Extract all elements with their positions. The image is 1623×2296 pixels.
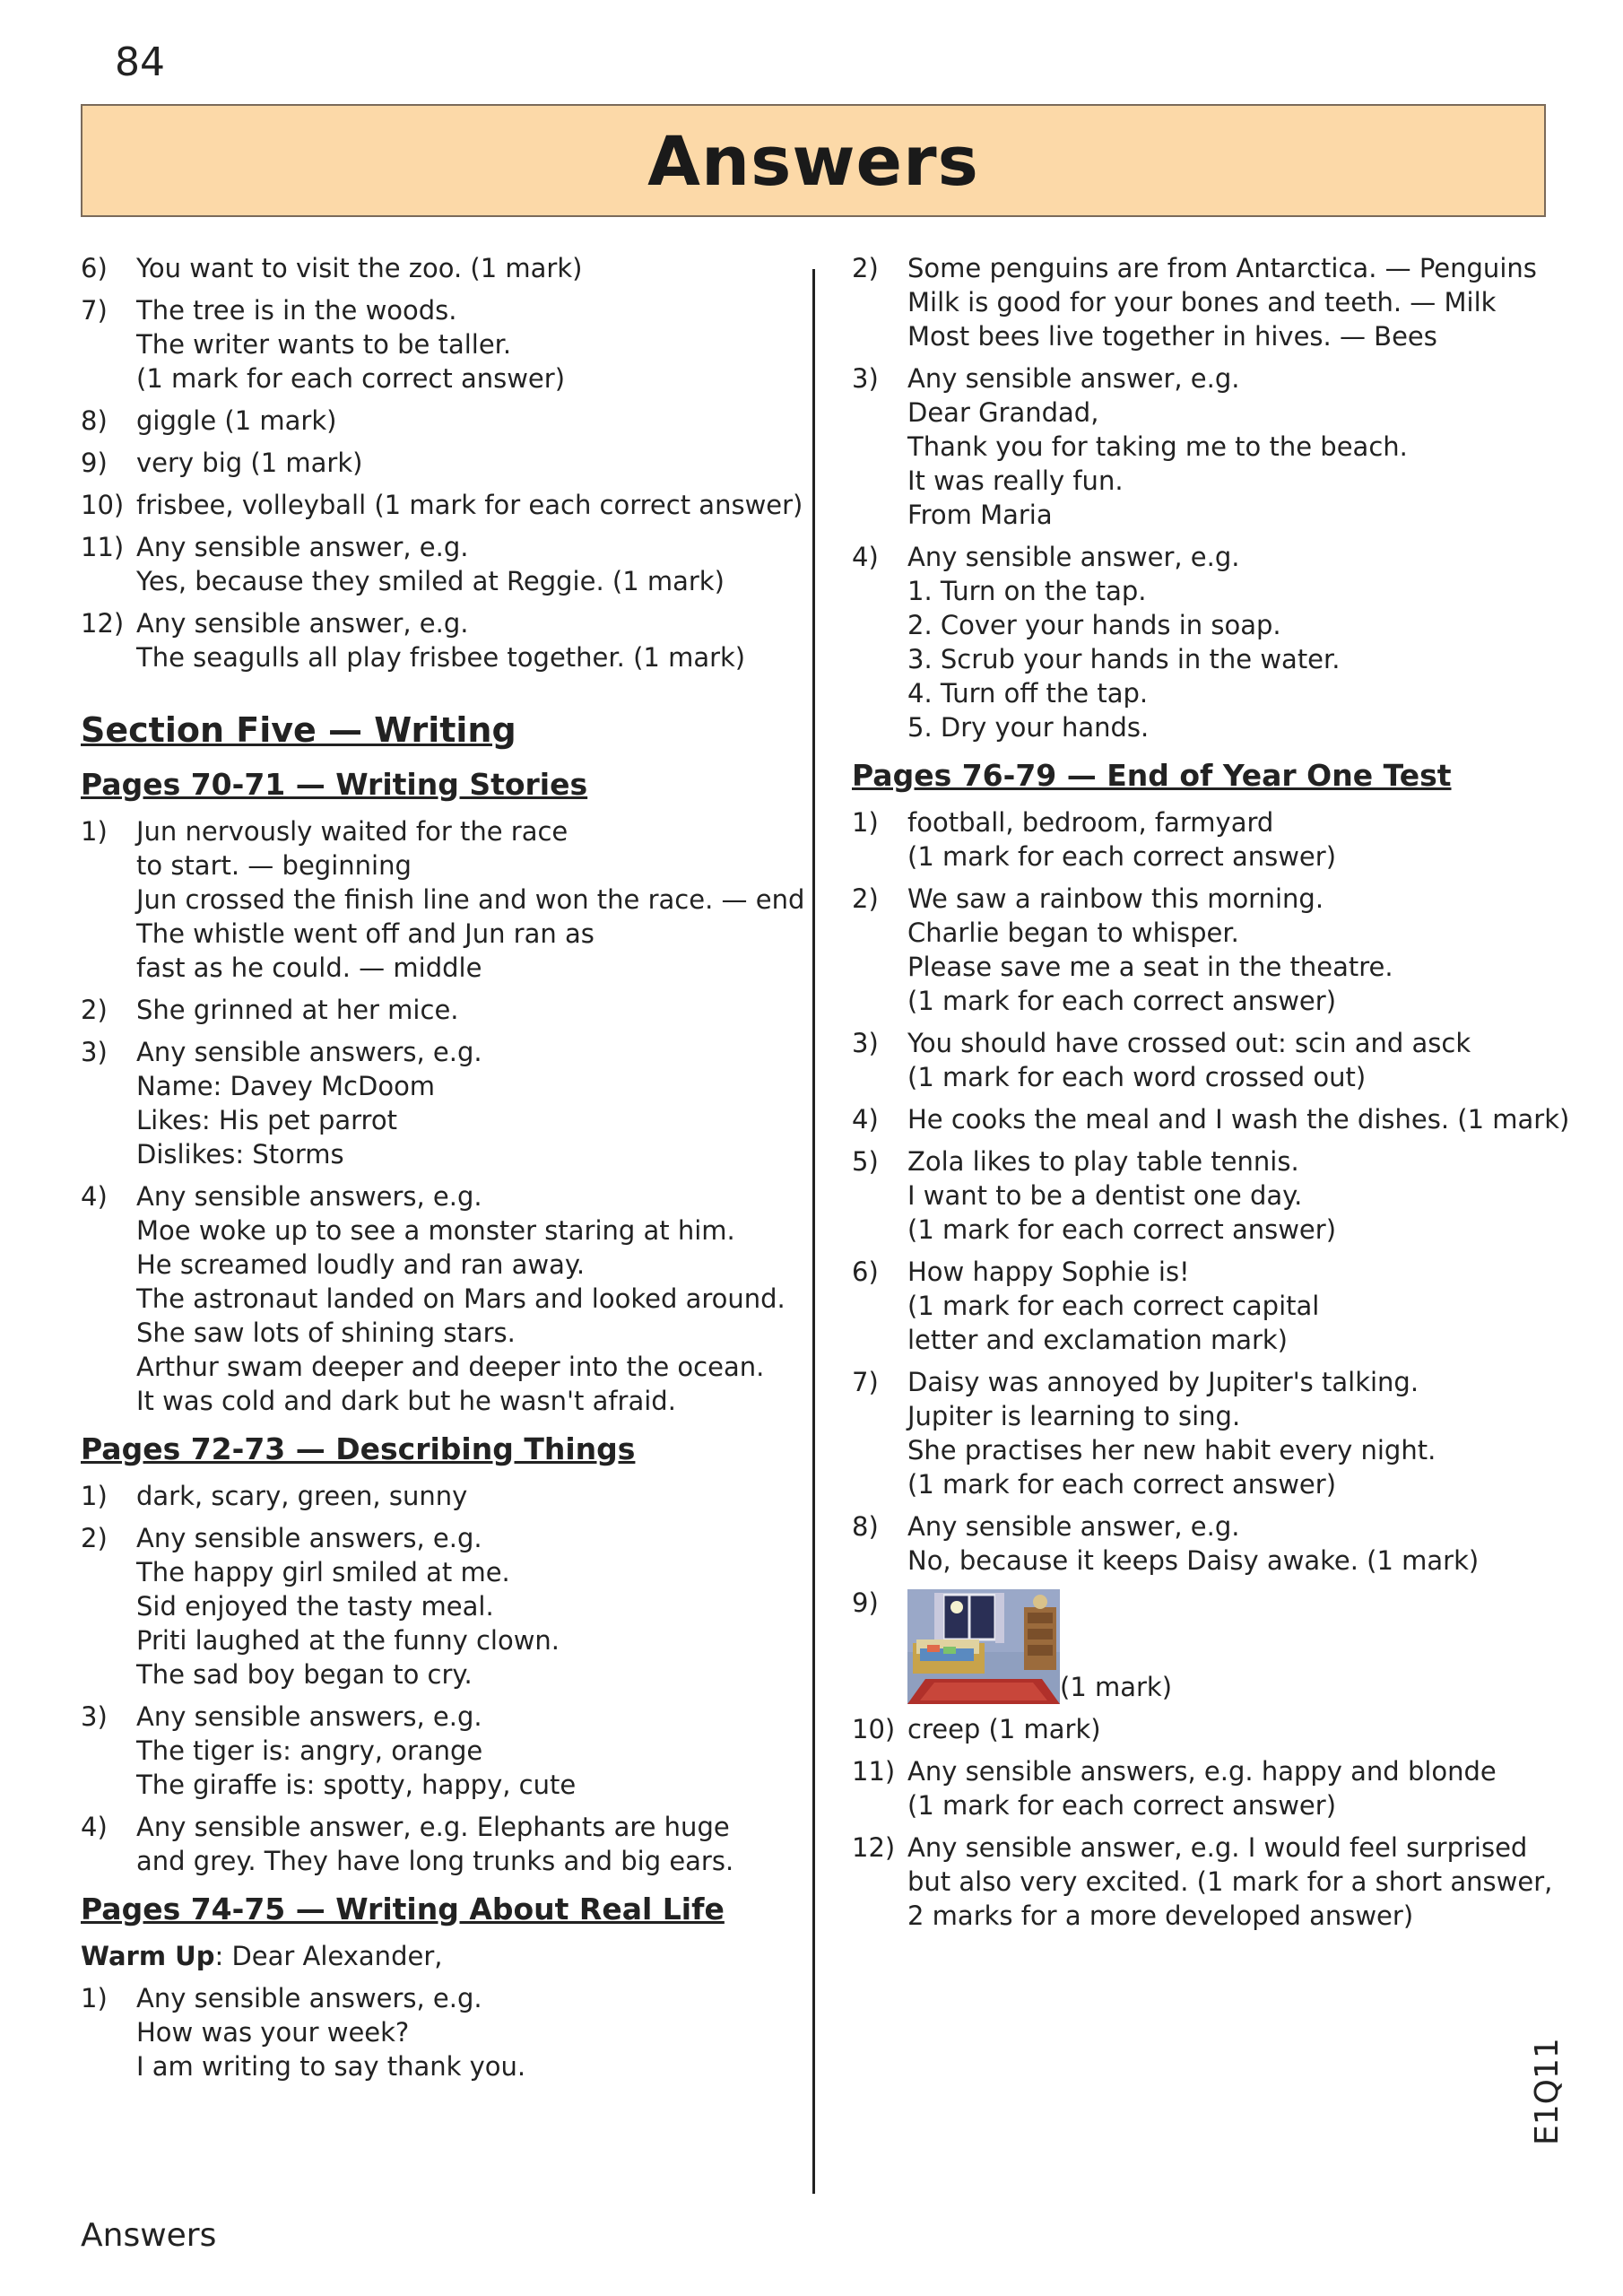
answer-line: creep (1 mark) xyxy=(907,1714,1101,1744)
answer-item xyxy=(852,1509,1542,1578)
pages-heading: Pages 76-79 — End of Year One Test xyxy=(852,758,1452,793)
answer-line: Jun nervously waited for the race xyxy=(136,816,568,847)
answer-line: Any sensible answers, e.g. xyxy=(136,1701,482,1732)
answer-line: giggle (1 mark) xyxy=(136,405,337,436)
answer-line: You should have crossed out: scin and asck xyxy=(907,1028,1471,1058)
answer-number: 8) xyxy=(81,405,108,436)
answer-number: 6) xyxy=(852,1257,879,1287)
answer-item xyxy=(81,1179,798,1418)
answer-line: Moe woke up to see a monster staring at him. xyxy=(136,1215,735,1246)
answer-line: 5. Dry your hands. xyxy=(907,712,1150,743)
answer-number: 1) xyxy=(81,816,108,847)
answer-line: Any sensible answers, e.g. xyxy=(136,1983,482,2013)
answer-line: 4. Turn off the tap. xyxy=(907,678,1149,709)
answer-line: The sad boy began to cry. xyxy=(136,1659,473,1690)
answer-line: Jun crossed the finish line and won the race. — end xyxy=(136,884,805,915)
answer-line: Sid enjoyed the tasty meal. xyxy=(136,1591,494,1622)
answer-number: 11) xyxy=(81,532,125,562)
answer-item xyxy=(852,805,1542,874)
page-number: 84 xyxy=(115,39,165,85)
answer-item xyxy=(852,1365,1542,1501)
answer-list xyxy=(81,1479,798,1878)
answer-number: 3) xyxy=(852,363,879,394)
answer-number: 10) xyxy=(81,490,125,520)
answer-line: football, bedroom, farmyard xyxy=(907,807,1274,838)
warm-up-text: : Dear Alexander, xyxy=(214,1941,443,1971)
answer-item xyxy=(852,1831,1553,1933)
answer-item xyxy=(81,1479,798,1513)
answer-item xyxy=(81,993,798,1027)
answer-item xyxy=(81,1035,798,1171)
answer-list xyxy=(81,1981,798,2083)
answer-number: 3) xyxy=(81,1701,108,1732)
answer-line: (1 mark for each correct answer) xyxy=(136,363,566,394)
answer-line: How happy Sophie is! xyxy=(907,1257,1190,1287)
answer-line: letter and exclamation mark) xyxy=(907,1325,1288,1355)
answer-line: very big (1 mark) xyxy=(136,448,363,478)
answer-number: 7) xyxy=(852,1367,879,1397)
section-title: Section Five — Writing xyxy=(81,710,516,750)
answer-line: 3. Scrub your hands in the water. xyxy=(907,644,1341,674)
answer-line: Some penguins are from Antarctica. — Penguins xyxy=(907,253,1537,283)
answer-line: The whistle went off and Jun ran as xyxy=(136,918,595,949)
answer-number: 2) xyxy=(852,253,879,283)
answer-line: (1 mark for each correct capital xyxy=(907,1291,1320,1321)
answer-number: 5) xyxy=(852,1146,879,1177)
answer-line: Any sensible answer, e.g. I would feel surprised xyxy=(907,1832,1528,1863)
answer-list xyxy=(852,251,1542,744)
answer-item xyxy=(852,1255,1542,1357)
answer-item xyxy=(852,1712,1542,1746)
answer-item xyxy=(81,1700,798,1802)
answer-item xyxy=(81,488,803,522)
answer-line: Any sensible answer, e.g. xyxy=(136,608,469,639)
answer-item xyxy=(81,1521,798,1692)
answer-line: The astronaut landed on Mars and looked around. xyxy=(136,1283,785,1314)
answer-item xyxy=(81,1981,798,2083)
answer-number: 7) xyxy=(81,295,108,326)
answer-line: Any sensible answers, e.g. happy and blonde xyxy=(907,1756,1497,1787)
answer-line: (1 mark for each correct answer) xyxy=(907,1790,1337,1821)
answer-number: 1) xyxy=(852,807,879,838)
answer-item xyxy=(852,1754,1542,1822)
answer-line: You want to visit the zoo. (1 mark) xyxy=(136,253,583,283)
answer-line: but also very excited. (1 mark for a short answer, xyxy=(907,1866,1553,1897)
answer-line: Thank you for taking me to the beach. xyxy=(907,431,1408,462)
answer-line: (1 mark for each word crossed out) xyxy=(907,1062,1367,1092)
answer-mark: (1 mark) xyxy=(1060,1672,1173,1702)
answer-item xyxy=(852,540,1542,744)
answer-list xyxy=(852,805,1570,1578)
answer-line: Any sensible answer, e.g. xyxy=(907,542,1240,572)
answer-list xyxy=(81,251,803,674)
answer-number: 3) xyxy=(81,1037,108,1067)
answer-list xyxy=(81,814,805,1418)
answer-number: 2) xyxy=(81,1523,108,1553)
answer-number: 1) xyxy=(81,1983,108,2013)
answer-line: Name: Davey McDoom xyxy=(136,1071,436,1101)
answer-line: and grey. They have long trunks and big ears. xyxy=(136,1846,734,1876)
answer-number: 9) xyxy=(852,1587,879,1618)
pages-heading: Pages 74-75 — Writing About Real Life xyxy=(81,1892,725,1926)
answer-line: I want to be a dentist one day. xyxy=(907,1180,1303,1211)
answer-number: 9) xyxy=(81,448,108,478)
answer-line: He cooks the meal and I wash the dishes. (1 mark) xyxy=(907,1104,1570,1135)
answer-line: Any sensible answer, e.g. xyxy=(907,363,1240,394)
answer-number: 6) xyxy=(81,253,108,283)
answer-number: 8) xyxy=(852,1511,879,1542)
answer-item xyxy=(852,361,1542,532)
left-column xyxy=(81,251,805,2092)
answer-line: Zola likes to play table tennis. xyxy=(907,1146,1299,1177)
answer-line: It was really fun. xyxy=(907,465,1124,496)
answer-item xyxy=(81,446,798,480)
answer-number: 4) xyxy=(81,1181,108,1212)
answer-line: Yes, because they smiled at Reggie. (1 mark) xyxy=(136,566,725,596)
answer-item xyxy=(852,1026,1542,1094)
answer-line: Any sensible answer, e.g. xyxy=(136,532,469,562)
answer-item xyxy=(81,530,798,598)
answer-line: How was your week? xyxy=(136,2017,410,2048)
answer-item xyxy=(81,293,798,396)
answer-line: The giraffe is: spotty, happy, cute xyxy=(136,1770,577,1800)
answer-item xyxy=(852,251,1542,353)
answer-item xyxy=(81,606,798,674)
answer-number: 12) xyxy=(81,608,125,639)
answer-line: Jupiter is learning to sing. xyxy=(907,1401,1241,1431)
answer-line: Dear Grandad, xyxy=(907,397,1099,428)
answer-line: to start. — beginning xyxy=(136,850,412,881)
warm-up-label: Warm Up xyxy=(81,1941,215,1971)
answer-line: dark, scary, green, sunny xyxy=(136,1481,468,1511)
answer-line: It was cold and dark but he wasn't afraid. xyxy=(136,1386,676,1416)
answer-number: 4) xyxy=(81,1812,108,1842)
answer-line: 2 marks for a more developed answer) xyxy=(907,1900,1414,1931)
warm-up-line xyxy=(81,1939,798,1973)
pages-heading: Pages 72-73 — Describing Things xyxy=(81,1431,636,1466)
answer-line: I am writing to say thank you. xyxy=(136,2051,526,2082)
answer-line: Priti laughed at the funny clown. xyxy=(136,1625,560,1656)
answer-line: Any sensible answers, e.g. xyxy=(136,1181,482,1212)
answer-number: 3) xyxy=(852,1028,879,1058)
answer-line: frisbee, volleyball (1 mark for each correct answer) xyxy=(136,490,803,520)
right-column xyxy=(852,251,1570,1941)
answer-line: From Maria xyxy=(907,500,1053,530)
answer-line: The seagulls all play frisbee together. (1 mark) xyxy=(136,642,746,673)
answer-line: No, because it keeps Daisy awake. (1 mark) xyxy=(907,1545,1480,1576)
answer-number: 4) xyxy=(852,1104,879,1135)
answer-line: The writer wants to be taller. xyxy=(136,329,512,360)
answer-number: 11) xyxy=(852,1756,896,1787)
answer-number: 4) xyxy=(852,542,879,572)
answer-line: The tree is in the woods. xyxy=(136,295,457,326)
answer-line: The tiger is: angry, orange xyxy=(136,1735,483,1766)
answer-line: He screamed loudly and ran away. xyxy=(136,1249,586,1280)
answer-number: 12) xyxy=(852,1832,896,1863)
answer-line: She saw lots of shining stars. xyxy=(136,1318,516,1348)
answer-line: Most bees live together in hives. — Bees xyxy=(907,321,1437,352)
answer-line: Any sensible answer, e.g. Elephants are huge xyxy=(136,1812,730,1842)
answer-line: Please save me a seat in the theatre. xyxy=(907,952,1393,982)
answer-number: 10) xyxy=(852,1714,896,1744)
answer-item xyxy=(81,404,798,438)
answer-item xyxy=(81,1810,798,1878)
answer-line: Any sensible answers, e.g. xyxy=(136,1037,482,1067)
answer-number: 1) xyxy=(81,1481,108,1511)
answer-line: We saw a rainbow this morning. xyxy=(907,883,1324,914)
answer-line: The happy girl smiled at me. xyxy=(136,1557,510,1587)
answer-list xyxy=(852,1712,1553,1933)
answer-line: Arthur swam deeper and deeper into the ocean. xyxy=(136,1352,765,1382)
answer-line: Dislikes: Storms xyxy=(136,1139,344,1170)
answer-item xyxy=(852,1586,1542,1704)
answer-line: (1 mark for each correct answer) xyxy=(907,986,1337,1016)
answer-line: fast as he could. — middle xyxy=(136,952,482,983)
answer-item xyxy=(852,1102,1570,1136)
answer-item xyxy=(81,251,798,285)
answer-item xyxy=(852,882,1542,1018)
answer-line: 1. Turn on the tap. xyxy=(907,576,1147,606)
answer-item xyxy=(852,1144,1542,1247)
footer-label: Answers xyxy=(81,2217,217,2254)
page-title: Answers xyxy=(647,120,979,201)
answer-number: 2) xyxy=(852,883,879,914)
answer-number: 2) xyxy=(81,995,108,1025)
answer-line: Milk is good for your bones and teeth. — Milk xyxy=(907,287,1497,317)
answer-line: (1 mark for each correct answer) xyxy=(907,1469,1337,1500)
answer-line: Daisy was annoyed by Jupiter's talking. xyxy=(907,1367,1419,1397)
answer-line: (1 mark for each correct answer) xyxy=(907,841,1337,872)
answer-item xyxy=(81,814,805,985)
column-divider xyxy=(812,269,815,2194)
answer-line: (1 mark for each correct answer) xyxy=(907,1214,1337,1245)
page-code: E1Q11 xyxy=(1529,2038,1566,2145)
bedroom-picture xyxy=(907,1589,1060,1704)
pages-heading: Pages 70-71 — Writing Stories xyxy=(81,767,588,802)
answer-line: Charlie began to whisper. xyxy=(907,918,1239,948)
answer-line: Any sensible answers, e.g. xyxy=(136,1523,482,1553)
answer-line: Any sensible answer, e.g. xyxy=(907,1511,1240,1542)
answer-line: 2. Cover your hands in soap. xyxy=(907,610,1281,640)
answer-line: She practises her new habit every night. xyxy=(907,1435,1436,1465)
answer-line: Likes: His pet parrot xyxy=(136,1105,397,1135)
answer-line: She grinned at her mice. xyxy=(136,995,459,1025)
answers-banner xyxy=(81,104,1546,217)
